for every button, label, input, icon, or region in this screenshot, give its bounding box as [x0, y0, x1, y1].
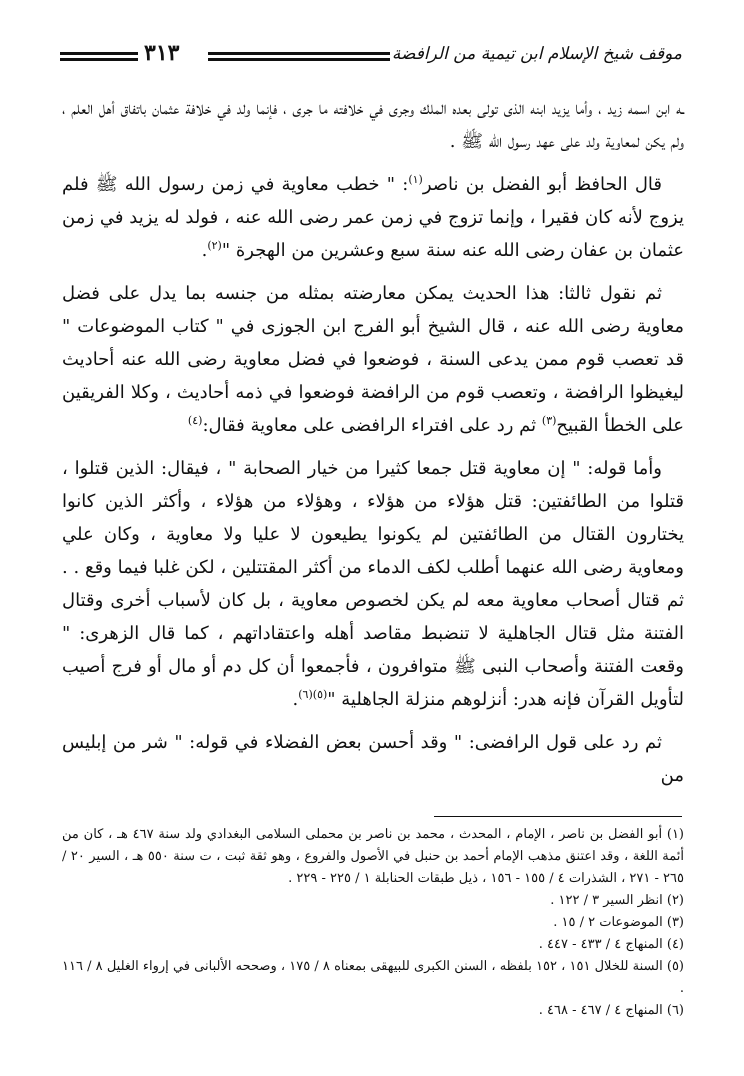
header-rule [60, 58, 138, 61]
footnotes [62, 824, 684, 1022]
footnote: (٣) الموضوعات ٢ / ١٥ . [553, 915, 684, 930]
paragraph [62, 452, 684, 716]
header-rule [208, 58, 390, 61]
footnote-ref[interactable]: (١) [408, 173, 423, 186]
paragraph [62, 726, 684, 792]
paragraph-text: ثم رد على افتراء الرافضى على معاوية فقال: [202, 415, 537, 436]
paragraph [62, 92, 684, 158]
header-rule [208, 52, 390, 55]
paragraph [62, 277, 684, 442]
main-text [62, 92, 684, 802]
page-header [60, 38, 682, 74]
running-title: موقف شيخ الإسلام ابن تيمية من الرافضة [391, 44, 682, 64]
paragraph-text: ثم رد على قول الرافضى: " وقد أحسن بعض الفضلاء في قوله: " شر من إبليس من [62, 732, 684, 786]
paragraph-text: ثم نقول ثالثا: هذا الحديث يمكن معارضته بمثله من جنسه بما يدل على فضل معاوية رضى الله عنه ، قال الشيخ أبو الفرج ابن الجوزى في " كتاب الموضوعات " قد تعصب قوم ممن يدعى السنة ، فوضعوا في فضل معاوية رضى الله عنه أحاديث ليغيظوا الرافضة ، وتعصب قوم من الرافضة فوضعوا في ذمه أحاديث ، وكلا الفريقين على الخطأ القبيح [62, 283, 684, 436]
paragraph-text: . [201, 240, 208, 261]
paragraph-text: . [292, 689, 299, 710]
footnote-ref[interactable]: (٦) [298, 688, 313, 701]
footnote: (٦) المنهاج ٤ / ٤٦٧ - ٤٦٨ . [538, 1003, 684, 1018]
paragraph [62, 168, 684, 267]
paragraph-text: قال الحافظ أبو الفضل بن ناصر [422, 174, 663, 195]
footnote-ref[interactable]: (٣) [541, 414, 557, 427]
footnote: (١) أبو الفضل بن ناصر ، الإمام ، المحدث ، محمد بن ناصر بن محملى السلامى البغدادي ولد سنة ٤٦٧ هـ ، كان من أئمة اللغة ، وقد اعتنق مذهب الإمام أحمد بن حنبل في الأصول والفروع ، وهو ثقة ثبت ، ت سنة ٥٥٠ هـ ، السير ٢٠ / ٢٦٥ - ٢٧١ ، الشذرات ٤ / ١٥٥ - ١٥٦ ، ذيل طبقات الحنابلة ١ / ٢٢٥ - ٢٢٩ . [62, 827, 685, 886]
paragraph-text: وأما قوله: " إن معاوية قتل جمعا كثيرا من خيار الصحابة " ، فيقال: الذين قتلوا ، قتلوا من الطائفتين: قتل هؤلاء من هؤلاء ، وهؤلاء من هؤلاء ، وأكثر الذين كانوا يختارون القتال من الطائفتين لم يكونوا يطيعون لا عليا ولا معاوية ، وكان علي ومعاوية رضى الله عنهما أطلب لكف الدماء من أكثر المقتتلين ، لكن غلبا فيما وقع . . ثم قتال أصحاب معاوية معه لم يكن لخصوص معاوية ، بل كان لأسباب أخرى وقتال الفتنة مثل قتال الجاهلية لا تنضبط مقاصد أهله واعتقاداتهم ، كما قال الزهرى: " وقعت الفتنة وأصحاب النبى ﷺ متوافرون ، فأجمعوا أن كل دم أو مال أو فرج أصيب لتأويل القرآن فإنه هدر: أنزلوهم منزلة الجاهلية " [62, 458, 684, 710]
page-number: ٣١٣ [144, 40, 180, 66]
footnote: (٥) السنة للخلال ١٥١ ، ١٥٢ بلفظه ، السنن الكبرى للبيهقى بمعناه ٨ / ١٧٥ ، وصححه الألبانى في إرواء الغليل ٨ / ١١٦ . [62, 959, 684, 996]
header-rule [60, 52, 138, 55]
footnote-ref[interactable]: (٤) [187, 414, 203, 427]
footnote-ref[interactable]: (٢) [207, 239, 222, 252]
footnote: (٤) المنهاج ٤ / ٤٣٣ - ٤٤٧ . [538, 937, 684, 952]
footnote-divider [434, 816, 682, 817]
footnote: (٢) انظر السير ٣ / ١٢٢ . [550, 893, 684, 908]
paragraph-text: ـه ابن اسمه زيد ، وأما يزيد ابنه الذى تولى بعده الملك وجرى في خلافته ما جرى ، فإنما ولد في خلافة عثمان باتفاق أهل العلم ، ولم يكن لمعاوية ولد على عهد رسول الله ﷺ . [62, 98, 684, 152]
paragraph-text: : " خطب معاوية في زمن رسول الله ﷺ فلم يزوج لأنه كان فقيرا ، وإنما تزوج في زمن عمر رضى الله عنه ، فولد له يزيد في زمن عثمان بن عفان رضى الله عنه سنة سبع وعشرين من الهجرة " [62, 174, 684, 261]
footnote-ref[interactable]: (٥) [312, 688, 328, 701]
